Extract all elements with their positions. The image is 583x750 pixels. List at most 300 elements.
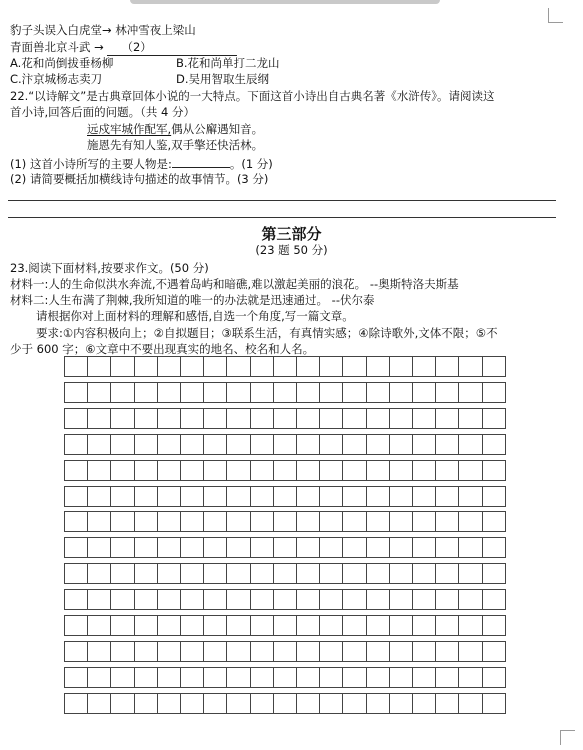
grid-cell[interactable] <box>482 615 506 636</box>
grid-cell[interactable] <box>273 511 297 532</box>
grid-cell[interactable] <box>180 563 204 584</box>
grid-cell[interactable] <box>366 434 390 455</box>
grid-cell[interactable] <box>64 641 88 662</box>
grid-cell[interactable] <box>366 615 390 636</box>
q23-instruction: 请根据你对上面材料的理解和感悟,自选一个角度,写一篇文章。 <box>36 309 354 323</box>
grid-cell[interactable] <box>342 486 366 507</box>
grid-cell[interactable] <box>64 356 88 377</box>
grid-cell[interactable] <box>458 434 482 455</box>
grid-cell[interactable] <box>64 693 88 714</box>
grid-cell[interactable] <box>412 460 436 481</box>
q22-poem-line1 <box>87 122 263 137</box>
grid-cell[interactable] <box>157 486 181 507</box>
grid-cell[interactable] <box>226 641 250 662</box>
grid-cell[interactable] <box>64 589 88 610</box>
q21-option-b: B.花和尚单打二龙山 <box>176 56 280 70</box>
grid-cell[interactable] <box>319 511 343 532</box>
grid-cell[interactable] <box>87 693 111 714</box>
grid-cell[interactable] <box>134 356 158 377</box>
grid-cell[interactable] <box>342 667 366 688</box>
q22-sub1-score: 。(1 分) <box>229 157 273 171</box>
grid-cell[interactable] <box>342 408 366 429</box>
grid-cell[interactable] <box>180 537 204 558</box>
grid-cell[interactable] <box>389 382 413 403</box>
grid-cell[interactable] <box>342 589 366 610</box>
grid-cell[interactable] <box>482 408 506 429</box>
grid-cell[interactable] <box>342 382 366 403</box>
q21-option-a: A.花和尚倒拔垂杨柳 <box>10 56 114 70</box>
grid-cell[interactable] <box>250 356 274 377</box>
grid-cell[interactable] <box>319 537 343 558</box>
grid-cell[interactable] <box>87 382 111 403</box>
grid-cell[interactable] <box>157 563 181 584</box>
grid-cell[interactable] <box>458 460 482 481</box>
part3-title: 第三部分 <box>261 225 322 243</box>
grid-cell[interactable] <box>273 460 297 481</box>
q22-stem-line2: 首小诗,回答后面的问题。（共 4 分） <box>10 105 196 119</box>
grid-cell[interactable] <box>180 460 204 481</box>
grid-cell[interactable] <box>319 408 343 429</box>
grid-cell[interactable] <box>226 460 250 481</box>
grid-cell[interactable] <box>203 408 227 429</box>
grid-cell[interactable] <box>203 382 227 403</box>
grid-cell[interactable] <box>273 615 297 636</box>
grid-cell[interactable] <box>180 382 204 403</box>
grid-cell[interactable] <box>110 641 134 662</box>
grid-cell[interactable] <box>157 434 181 455</box>
grid-cell[interactable] <box>296 460 320 481</box>
grid-cell[interactable] <box>296 511 320 532</box>
grid-cell[interactable] <box>250 589 274 610</box>
grid-cell[interactable] <box>389 460 413 481</box>
grid-cell[interactable] <box>87 460 111 481</box>
grid-cell[interactable] <box>250 641 274 662</box>
q22-stem-line1: 22.“以诗解文”是古典章回体小说的一大特点。下面这首小诗出自古典名著《水浒传》。请阅读这 <box>10 89 495 103</box>
q21-option-d: D.吴用智取生辰纲 <box>176 72 270 86</box>
grid-cell[interactable] <box>273 667 297 688</box>
grid-cell[interactable] <box>180 589 204 610</box>
grid-cell[interactable] <box>203 460 227 481</box>
grid-cell[interactable] <box>389 667 413 688</box>
grid-cell[interactable] <box>180 615 204 636</box>
grid-cell[interactable] <box>458 563 482 584</box>
q22-sub1-text: (1) 这首小诗所写的主要人物是: <box>10 157 172 171</box>
grid-cell[interactable] <box>273 589 297 610</box>
grid-cell[interactable] <box>435 693 459 714</box>
grid-cell[interactable] <box>366 486 390 507</box>
grid-cell[interactable] <box>64 460 88 481</box>
grid-cell[interactable] <box>342 537 366 558</box>
grid-cell[interactable] <box>342 434 366 455</box>
grid-cell[interactable] <box>458 382 482 403</box>
grid-cell[interactable] <box>134 641 158 662</box>
grid-cell[interactable] <box>366 563 390 584</box>
grid-cell[interactable] <box>110 486 134 507</box>
grid-cell[interactable] <box>226 615 250 636</box>
q22-sub1 <box>10 155 273 172</box>
grid-cell[interactable] <box>134 460 158 481</box>
grid-cell[interactable] <box>110 693 134 714</box>
grid-cell[interactable] <box>87 563 111 584</box>
grid-cell[interactable] <box>435 667 459 688</box>
grid-cell[interactable] <box>458 511 482 532</box>
grid-cell[interactable] <box>64 408 88 429</box>
q22-poem-line1-rest: 偶从公廨遇知音。 <box>171 122 264 136</box>
grid-cell[interactable] <box>412 693 436 714</box>
grid-cell[interactable] <box>64 537 88 558</box>
grid-cell[interactable] <box>64 615 88 636</box>
grid-cell[interactable] <box>203 589 227 610</box>
grid-cell[interactable] <box>226 408 250 429</box>
grid-cell[interactable] <box>250 460 274 481</box>
grid-cell[interactable] <box>203 641 227 662</box>
grid-cell[interactable] <box>134 589 158 610</box>
grid-cell[interactable] <box>250 693 274 714</box>
grid-cell[interactable] <box>342 641 366 662</box>
grid-cell[interactable] <box>435 460 459 481</box>
grid-cell[interactable] <box>273 563 297 584</box>
essay-writing-grid[interactable] <box>64 356 505 719</box>
grid-cell[interactable] <box>273 641 297 662</box>
grid-cell[interactable] <box>412 382 436 403</box>
grid-cell[interactable] <box>203 434 227 455</box>
grid-cell[interactable] <box>458 693 482 714</box>
grid-cell[interactable] <box>435 434 459 455</box>
q21-line2 <box>10 40 237 56</box>
q22-poem-underlined: 远戍牢城作配军, <box>87 122 172 136</box>
grid-cell[interactable] <box>342 511 366 532</box>
grid-cell[interactable] <box>412 486 436 507</box>
grid-cell[interactable] <box>458 589 482 610</box>
grid-cell[interactable] <box>273 434 297 455</box>
answer-line-1 <box>8 200 556 201</box>
grid-cell[interactable] <box>110 460 134 481</box>
grid-cell[interactable] <box>203 615 227 636</box>
grid-cell[interactable] <box>203 511 227 532</box>
grid-cell[interactable] <box>482 563 506 584</box>
grid-cell[interactable] <box>389 589 413 610</box>
grid-cell[interactable] <box>180 434 204 455</box>
grid-cell[interactable] <box>482 589 506 610</box>
q22-sub1-blank <box>172 155 230 168</box>
grid-cell[interactable] <box>319 434 343 455</box>
grid-cell[interactable] <box>110 615 134 636</box>
grid-cell[interactable] <box>87 356 111 377</box>
grid-cell[interactable] <box>226 356 250 377</box>
q21-option-c: C.汴京城杨志卖刀 <box>10 72 103 86</box>
grid-cell[interactable] <box>412 356 436 377</box>
grid-cell[interactable] <box>412 589 436 610</box>
grid-cell[interactable] <box>157 382 181 403</box>
grid-cell[interactable] <box>296 667 320 688</box>
grid-cell[interactable] <box>389 641 413 662</box>
q22-poem-line2: 施恩先有知人鉴,双手擎还快活林。 <box>87 138 264 152</box>
grid-cell[interactable] <box>273 356 297 377</box>
grid-cell[interactable] <box>250 486 274 507</box>
page-corner-mark-top <box>548 8 563 23</box>
part3-subtitle: (23 题 50 分) <box>255 243 328 257</box>
grid-cell[interactable] <box>366 511 390 532</box>
grid-cell[interactable] <box>319 382 343 403</box>
grid-cell[interactable] <box>366 589 390 610</box>
grid-cell[interactable] <box>226 589 250 610</box>
grid-cell[interactable] <box>226 537 250 558</box>
grid-cell[interactable] <box>319 589 343 610</box>
grid-cell[interactable] <box>110 434 134 455</box>
grid-cell[interactable] <box>412 641 436 662</box>
grid-cell[interactable] <box>412 537 436 558</box>
q23-material2: 材料二:人生布满了荆棘,我所知道的唯一的办法就是迅速通过。 --伏尔泰 <box>10 293 375 307</box>
q23-stem: 23.阅读下面材料,按要求作文。(50 分) <box>10 261 209 275</box>
grid-cell[interactable] <box>296 408 320 429</box>
grid-cell[interactable] <box>134 511 158 532</box>
grid-cell[interactable] <box>134 563 158 584</box>
grid-cell[interactable] <box>296 589 320 610</box>
grid-cell[interactable] <box>296 693 320 714</box>
grid-cell[interactable] <box>180 356 204 377</box>
grid-cell[interactable] <box>157 693 181 714</box>
grid-cell[interactable] <box>389 511 413 532</box>
grid-cell[interactable] <box>134 615 158 636</box>
grid-cell[interactable] <box>157 641 181 662</box>
grid-cell[interactable] <box>296 486 320 507</box>
grid-cell[interactable] <box>180 486 204 507</box>
grid-cell[interactable] <box>342 460 366 481</box>
grid-cell[interactable] <box>296 563 320 584</box>
grid-cell[interactable] <box>458 641 482 662</box>
grid-cell[interactable] <box>87 537 111 558</box>
grid-cell[interactable] <box>319 356 343 377</box>
grid-cell[interactable] <box>412 408 436 429</box>
grid-cell[interactable] <box>157 589 181 610</box>
grid-cell[interactable] <box>435 563 459 584</box>
grid-cell[interactable] <box>134 693 158 714</box>
grid-cell[interactable] <box>412 615 436 636</box>
grid-cell[interactable] <box>389 563 413 584</box>
grid-cell[interactable] <box>435 486 459 507</box>
grid-cell[interactable] <box>226 486 250 507</box>
grid-cell[interactable] <box>134 667 158 688</box>
grid-cell[interactable] <box>110 408 134 429</box>
grid-cell[interactable] <box>366 408 390 429</box>
grid-cell[interactable] <box>203 356 227 377</box>
grid-cell[interactable] <box>203 693 227 714</box>
grid-cell[interactable] <box>482 537 506 558</box>
grid-cell[interactable] <box>180 667 204 688</box>
grid-cell[interactable] <box>482 641 506 662</box>
grid-cell[interactable] <box>458 408 482 429</box>
grid-cell[interactable] <box>203 563 227 584</box>
grid-cell[interactable] <box>134 486 158 507</box>
grid-cell[interactable] <box>296 537 320 558</box>
q23-material1: 材料一:人的生命似洪水奔流,不遇着岛屿和暗礁,难以激起美丽的浪花。 --奥斯特洛夫斯基 <box>10 277 459 291</box>
grid-cell[interactable] <box>389 408 413 429</box>
grid-cell[interactable] <box>342 693 366 714</box>
grid-cell[interactable] <box>64 486 88 507</box>
grid-cell[interactable] <box>87 434 111 455</box>
grid-cell[interactable] <box>296 641 320 662</box>
grid-cell[interactable] <box>319 641 343 662</box>
grid-cell[interactable] <box>458 356 482 377</box>
grid-cell[interactable] <box>64 511 88 532</box>
grid-cell[interactable] <box>296 382 320 403</box>
grid-cell[interactable] <box>435 615 459 636</box>
grid-cell[interactable] <box>366 460 390 481</box>
grid-cell[interactable] <box>482 460 506 481</box>
grid-cell[interactable] <box>134 537 158 558</box>
grid-cell[interactable] <box>482 434 506 455</box>
grid-cell[interactable] <box>180 693 204 714</box>
grid-cell[interactable] <box>157 511 181 532</box>
grid-cell[interactable] <box>412 434 436 455</box>
grid-cell[interactable] <box>134 382 158 403</box>
q21-line2-text: 青面兽北京斗武 → <box>10 40 108 54</box>
grid-cell[interactable] <box>273 693 297 714</box>
grid-cell[interactable] <box>87 486 111 507</box>
grid-cell[interactable] <box>435 589 459 610</box>
grid-cell[interactable] <box>273 486 297 507</box>
grid-cell[interactable] <box>180 408 204 429</box>
grid-cell[interactable] <box>226 693 250 714</box>
grid-cell[interactable] <box>435 511 459 532</box>
grid-cell[interactable] <box>366 641 390 662</box>
grid-cell[interactable] <box>180 511 204 532</box>
grid-cell[interactable] <box>250 667 274 688</box>
grid-cell[interactable] <box>110 382 134 403</box>
grid-cell[interactable] <box>203 486 227 507</box>
q23-requirements-line2: 少于 600 字；⑥文章中不要出现真实的地名、校名和人名。 <box>10 342 315 356</box>
grid-cell[interactable] <box>226 667 250 688</box>
grid-cell[interactable] <box>250 511 274 532</box>
grid-cell[interactable] <box>203 537 227 558</box>
grid-cell[interactable] <box>389 356 413 377</box>
grid-cell[interactable] <box>342 563 366 584</box>
grid-cell[interactable] <box>180 641 204 662</box>
grid-cell[interactable] <box>250 408 274 429</box>
grid-cell[interactable] <box>226 434 250 455</box>
grid-cell[interactable] <box>134 434 158 455</box>
grid-cell[interactable] <box>203 667 227 688</box>
grid-cell[interactable] <box>389 537 413 558</box>
grid-cell[interactable] <box>226 511 250 532</box>
grid-cell[interactable] <box>226 382 250 403</box>
grid-cell[interactable] <box>342 356 366 377</box>
grid-cell[interactable] <box>110 563 134 584</box>
grid-cell[interactable] <box>250 563 274 584</box>
grid-cell[interactable] <box>110 537 134 558</box>
grid-cell[interactable] <box>435 537 459 558</box>
grid-cell[interactable] <box>458 667 482 688</box>
grid-cell[interactable] <box>157 537 181 558</box>
grid-cell[interactable] <box>319 667 343 688</box>
grid-cell[interactable] <box>64 434 88 455</box>
grid-cell[interactable] <box>296 356 320 377</box>
grid-cell[interactable] <box>482 667 506 688</box>
top-scroll-edge <box>130 0 440 4</box>
grid-cell[interactable] <box>366 382 390 403</box>
grid-cell[interactable] <box>87 511 111 532</box>
grid-cell[interactable] <box>458 486 482 507</box>
grid-cell[interactable] <box>157 667 181 688</box>
grid-cell[interactable] <box>110 667 134 688</box>
grid-cell[interactable] <box>87 615 111 636</box>
grid-cell[interactable] <box>87 641 111 662</box>
grid-cell[interactable] <box>250 382 274 403</box>
grid-cell[interactable] <box>482 693 506 714</box>
grid-cell[interactable] <box>64 563 88 584</box>
grid-cell[interactable] <box>342 615 366 636</box>
grid-cell[interactable] <box>482 356 506 377</box>
grid-cell[interactable] <box>110 511 134 532</box>
grid-cell[interactable] <box>250 434 274 455</box>
grid-cell[interactable] <box>482 486 506 507</box>
q21-answer-blank <box>107 40 237 56</box>
grid-cell[interactable] <box>366 537 390 558</box>
grid-cell[interactable] <box>319 563 343 584</box>
grid-cell[interactable] <box>273 408 297 429</box>
q22-sub2: (2) 请简要概括加横线诗句描述的故事情节。(3 分) <box>10 172 269 186</box>
grid-cell[interactable] <box>157 408 181 429</box>
grid-cell[interactable] <box>389 486 413 507</box>
grid-cell[interactable] <box>319 460 343 481</box>
grid-cell[interactable] <box>273 537 297 558</box>
grid-cell[interactable] <box>64 667 88 688</box>
grid-cell[interactable] <box>458 537 482 558</box>
page-corner-mark-bottom <box>560 730 575 745</box>
grid-cell[interactable] <box>87 408 111 429</box>
grid-cell[interactable] <box>435 356 459 377</box>
grid-cell[interactable] <box>458 615 482 636</box>
grid-cell[interactable] <box>412 667 436 688</box>
grid-cell[interactable] <box>250 615 274 636</box>
grid-cell[interactable] <box>366 356 390 377</box>
grid-cell[interactable] <box>366 667 390 688</box>
q21-blank-number: （2） <box>121 40 152 54</box>
grid-cell[interactable] <box>482 511 506 532</box>
grid-cell[interactable] <box>110 356 134 377</box>
grid-cell[interactable] <box>250 537 274 558</box>
grid-cell[interactable] <box>157 460 181 481</box>
q23-requirements-line1: 要求:①内容积极向上；②自拟题目；③联系生活，有真情实感；④除诗歌外,文体不限；⑤不 <box>36 326 498 340</box>
grid-cell[interactable] <box>273 382 297 403</box>
grid-cell[interactable] <box>412 563 436 584</box>
grid-cell[interactable] <box>110 589 134 610</box>
q21-line1: 豹子头误入白虎堂→ 林冲雪夜上梁山 <box>10 23 196 37</box>
grid-cell[interactable] <box>87 667 111 688</box>
answer-line-2 <box>8 217 556 218</box>
grid-cell[interactable] <box>157 615 181 636</box>
grid-cell[interactable] <box>296 434 320 455</box>
grid-cell[interactable] <box>435 641 459 662</box>
grid-cell[interactable] <box>134 408 158 429</box>
grid-cell[interactable] <box>319 693 343 714</box>
grid-cell[interactable] <box>389 693 413 714</box>
grid-cell[interactable] <box>64 382 88 403</box>
grid-cell[interactable] <box>389 434 413 455</box>
grid-cell[interactable] <box>435 408 459 429</box>
grid-cell[interactable] <box>87 589 111 610</box>
grid-cell[interactable] <box>435 382 459 403</box>
grid-cell[interactable] <box>319 486 343 507</box>
grid-cell[interactable] <box>412 511 436 532</box>
grid-cell[interactable] <box>389 615 413 636</box>
grid-cell[interactable] <box>226 563 250 584</box>
grid-cell[interactable] <box>296 615 320 636</box>
grid-cell[interactable] <box>157 356 181 377</box>
grid-cell[interactable] <box>366 693 390 714</box>
grid-cell[interactable] <box>319 615 343 636</box>
grid-cell[interactable] <box>482 382 506 403</box>
